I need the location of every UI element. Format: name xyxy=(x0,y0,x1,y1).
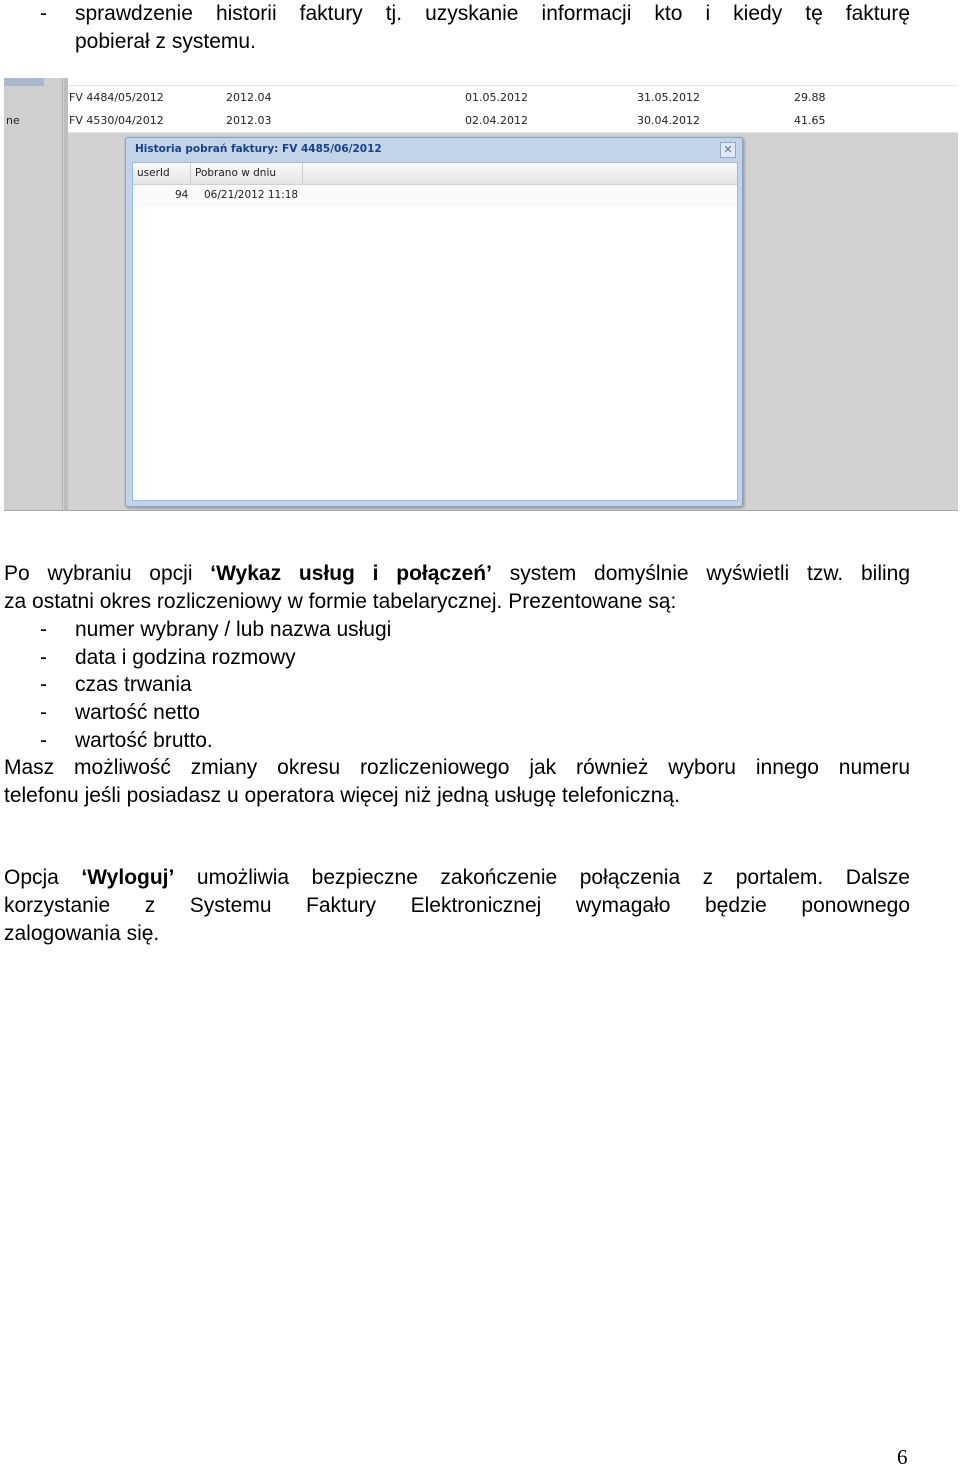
table-row[interactable] xyxy=(68,86,958,110)
left-panel xyxy=(4,78,63,510)
table-row[interactable] xyxy=(68,109,958,133)
invoice-to: 30.04.2012 xyxy=(637,114,700,127)
panel-splitter[interactable] xyxy=(64,78,68,510)
grid-header xyxy=(133,163,737,185)
invoice-history-screenshot xyxy=(4,78,958,511)
services-intro-line2: za ostatni okres rozliczeniowy w formie tabelarycznej. Prezentowane są: xyxy=(4,590,677,613)
logout-line2: korzystanie z Systemu Faktury Elektronicznej wymagało będzie ponownego xyxy=(4,894,910,917)
logout-line3: zalogowania się. xyxy=(4,922,160,945)
list-item-text: numer wybrany / lub nazwa usługi xyxy=(75,618,392,641)
option-name: ‘Wykaz usług i połączeń’ xyxy=(210,562,492,585)
list-item-text: data i godzina rozmowy xyxy=(75,646,296,669)
bullet-dash: - xyxy=(40,646,47,669)
invoice-number: FV 4484/05/2012 xyxy=(69,91,164,104)
period-change-line2: telefonu jeśli posiadasz u operatora więcej niż jedną usługę telefoniczną. xyxy=(4,784,680,807)
cell-userid: 94 xyxy=(175,189,189,201)
intro-text: system domyślnie wyświetli tzw. biling xyxy=(491,562,911,585)
services-intro xyxy=(4,560,910,588)
invoice-amount: 29.88 xyxy=(794,91,826,104)
invoice-number: FV 4530/04/2012 xyxy=(69,114,164,127)
bullet-dash: - xyxy=(40,618,47,641)
cell-date: 06/21/2012 11:18 xyxy=(204,189,299,201)
list-item-text: wartość brutto. xyxy=(75,729,213,752)
logout-line1 xyxy=(4,864,910,892)
bullet-history-line1: sprawdzenie historii faktury tj. uzyskanie informacji kto i kiedy tę fakturę xyxy=(75,2,910,25)
intro-text: Po wybraniu opcji xyxy=(4,562,211,585)
invoice-period: 2012.04 xyxy=(226,91,272,104)
table-row-partial[interactable] xyxy=(68,78,958,86)
left-panel-label: ne xyxy=(6,114,20,127)
period-change-line1: Masz możliwość zmiany okresu rozliczeniowego jak również wyboru innego numeru xyxy=(4,756,910,779)
dialog-title: Historia pobrań faktury: FV 4485/06/2012 xyxy=(135,143,382,155)
invoice-from: 02.04.2012 xyxy=(465,114,528,127)
bullet-dash: - xyxy=(40,673,47,696)
logout-text: Opcja xyxy=(4,866,82,889)
bullet-dash: - xyxy=(40,2,47,25)
logout-text: umożliwia bezpieczne zakończenie połączenia z portalem. Dalsze xyxy=(174,866,910,889)
invoice-amount: 41.65 xyxy=(794,114,826,127)
column-header-date[interactable]: Pobrano w dniu xyxy=(191,163,303,184)
page-number: 6 xyxy=(897,1445,908,1469)
option-name: ‘Wyloguj’ xyxy=(81,866,175,889)
bullet-dash: - xyxy=(40,701,47,724)
close-icon[interactable]: ✕ xyxy=(720,142,736,158)
list-item-text: czas trwania xyxy=(75,673,192,696)
table-row[interactable] xyxy=(133,185,737,207)
dialog-grid xyxy=(132,162,738,501)
invoice-from: 01.05.2012 xyxy=(465,91,528,104)
bullet-dash: - xyxy=(40,729,47,752)
invoice-period: 2012.03 xyxy=(226,114,272,127)
download-history-dialog xyxy=(125,137,743,507)
bullet-history-line2: pobierał z systemu. xyxy=(75,30,256,53)
selected-row-fragment xyxy=(4,78,44,86)
invoice-to: 31.05.2012 xyxy=(637,91,700,104)
list-item-text: wartość netto xyxy=(75,701,200,724)
column-header-userid[interactable]: userId xyxy=(133,163,191,184)
